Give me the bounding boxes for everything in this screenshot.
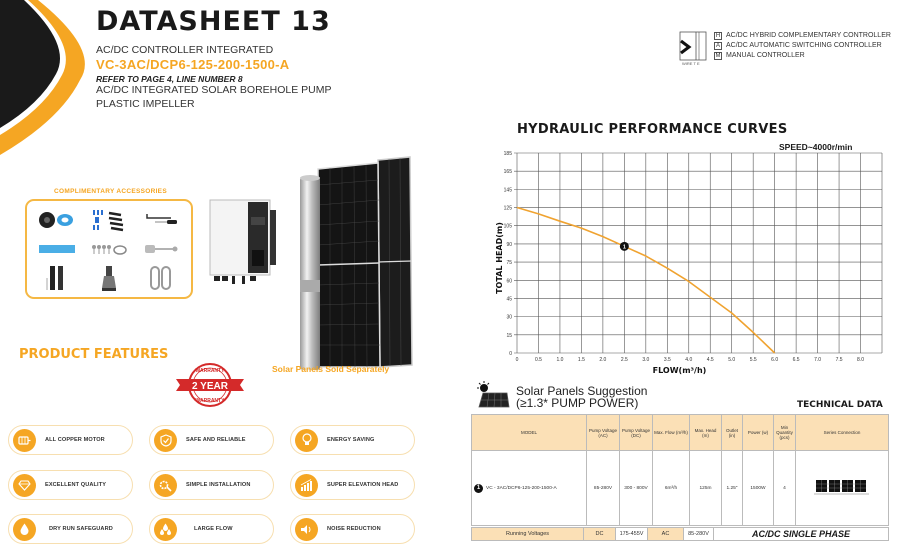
svg-text:4.5: 4.5: [706, 357, 714, 363]
svg-text:1.0: 1.0: [556, 357, 564, 363]
solar-array-icon: [814, 478, 870, 496]
legend-label: AC/DC AUTOMATIC SWITCHING CONTROLLER: [726, 42, 882, 49]
solar-panels-note: Solar Panels Sold Separately: [272, 364, 390, 374]
lightbulb-icon: [295, 429, 318, 452]
technical-data-table: [471, 414, 889, 526]
svg-text:0: 0: [509, 351, 512, 357]
warranty-main: 2 YEAR: [192, 381, 228, 392]
row-number-badge: 1: [474, 484, 483, 493]
cell-max-flow: 6m³/h: [653, 451, 690, 526]
legend-item-manual: [714, 51, 891, 61]
heat-shrink-tube-icon: [31, 234, 83, 263]
svg-text:45: 45: [506, 296, 512, 303]
svg-text:185: 185: [503, 151, 512, 157]
solar-panel-front: [318, 163, 380, 367]
svg-text:145: 145: [503, 187, 512, 194]
mc4-connectors-icon: [31, 264, 83, 293]
feature-label: SAFE AND RELIABLE: [186, 437, 246, 443]
cell-model: [472, 451, 587, 526]
hydraulic-performance-chart: [490, 145, 900, 375]
svg-text:105: 105: [503, 223, 512, 230]
svg-text:5.0: 5.0: [728, 357, 736, 363]
carabiner-clips-icon: [135, 264, 187, 293]
table-header-row: [472, 415, 889, 451]
solar-panel-back: [378, 157, 412, 367]
feature-label: EXCELLENT QUALITY: [45, 482, 107, 488]
table-row: [472, 451, 889, 526]
description-line-1: AC/DC INTEGRATED SOLAR BOREHOLE PUMP: [96, 84, 332, 96]
feature-noise-reduction: [290, 514, 415, 544]
svg-text:6.0: 6.0: [771, 357, 779, 363]
header-min-quantity: Min Quantity (pcs): [774, 415, 796, 451]
cable-connector-icon: [83, 264, 135, 293]
header-max-head: Max. Head (m): [690, 415, 722, 451]
svg-text:165: 165: [503, 169, 512, 176]
bar-chart-icon: [295, 474, 318, 497]
svg-text:15: 15: [506, 332, 512, 339]
header-series-connection: Series Connection: [796, 415, 889, 451]
water-drops-icon: [154, 518, 177, 541]
running-voltages-label: Running Voltages: [472, 528, 584, 540]
feature-dry-run-safeguard: [8, 514, 133, 544]
svg-text:125: 125: [503, 205, 512, 212]
legend-label: AC/DC HYBRID COMPLEMENTARY CONTROLLER: [726, 32, 891, 39]
header-max-flow: Max. Flow (m³/h): [653, 415, 690, 451]
legend-key: A: [715, 43, 720, 49]
cell-max-head: 125m: [690, 451, 722, 526]
running-dc-value: 175-455V: [616, 528, 648, 540]
feature-label: SUPER ELEVATION HEAD: [327, 482, 399, 488]
solar-panel-sun-icon: [475, 381, 510, 409]
gear-wrench-icon: [154, 474, 177, 497]
running-ac-value: 85-280V: [684, 528, 714, 540]
terminal-connectors-icon: [83, 205, 135, 234]
warranty-top: WARRANTY: [195, 368, 225, 374]
legend-key: H: [715, 33, 721, 39]
svg-text:2.0: 2.0: [599, 357, 607, 363]
cell-pump-voltage-dc: 300 - 800V: [620, 451, 653, 526]
feature-safe-and-reliable: [149, 425, 274, 455]
cable-gland-and-tape-icon: [31, 205, 83, 234]
legend-item-automatic: [714, 41, 891, 51]
speaker-icon: [295, 518, 318, 541]
feature-label: SIMPLE INSTALLATION: [186, 482, 251, 488]
motor-icon: [13, 429, 36, 452]
chart-title: HYDRAULIC PERFORMANCE CURVES: [517, 122, 788, 137]
feature-excellent-quality: [8, 470, 133, 500]
accessories-title: COMPLIMENTARY ACCESSORIES: [54, 188, 167, 195]
svg-text:3.5: 3.5: [663, 357, 671, 363]
svg-text:7.5: 7.5: [835, 357, 843, 363]
cell-outlet: 1.25": [722, 451, 743, 526]
header-pump-voltage-dc: Pump Voltage (DC): [620, 415, 653, 451]
svg-text:4.0: 4.0: [685, 357, 693, 363]
svg-text:2.5: 2.5: [620, 357, 628, 363]
features-title: PRODUCT FEATURES: [19, 347, 169, 362]
svg-text:3.0: 3.0: [642, 357, 650, 363]
warranty-bottom: WARRANTY: [195, 398, 225, 404]
svg-text:60: 60: [506, 278, 512, 285]
cell-pump-voltage-ac: 85-280V: [587, 451, 620, 526]
svg-text:1.5: 1.5: [577, 357, 585, 363]
feature-label: ENERGY SAVING: [327, 437, 375, 443]
controller-legend: [714, 31, 891, 61]
controller-diagram-icon: [676, 31, 710, 67]
svg-text:1: 1: [622, 244, 626, 251]
svg-text:TOTAL HEAD(m): TOTAL HEAD(m): [495, 222, 504, 294]
svg-text:WIRE T E: WIRE T E: [682, 61, 700, 66]
header-power: Power (w): [743, 415, 774, 451]
phase-label: AC/DC SINGLE PHASE: [751, 529, 850, 539]
model-name: VC - 3AC/DCP6-125-200-1500-A: [486, 485, 557, 491]
legend-key: M: [715, 53, 721, 59]
controller-unit: [210, 200, 276, 284]
subtitle: AC/DC CONTROLLER INTEGRATED: [96, 44, 274, 56]
solar-suggestion-title: Solar Panels Suggestion: [516, 384, 648, 398]
technical-data-title: TECHNICAL DATA: [797, 400, 883, 410]
feature-label: NOISE REDUCTION: [327, 526, 381, 532]
svg-text:0: 0: [515, 357, 519, 363]
shield-check-icon: [154, 429, 177, 452]
corner-decoration: [0, 0, 100, 160]
legend-item-hybrid: [714, 31, 891, 41]
product-image: [200, 155, 420, 370]
svg-text:6.5: 6.5: [792, 357, 800, 363]
svg-text:5.5: 5.5: [749, 357, 757, 363]
svg-text:FLOW(m³/h): FLOW(m³/h): [652, 366, 707, 375]
feature-energy-saving: [290, 425, 415, 455]
screws-and-hose-clamp-icon: [83, 234, 135, 263]
feature-label: DRY RUN SAFEGUARD: [49, 526, 113, 532]
page-title: DATASHEET 13: [96, 6, 331, 37]
legend-label: MANUAL CONTROLLER: [726, 52, 805, 59]
float-switch-icon: [135, 234, 187, 263]
header-model: MODEL: [472, 415, 587, 451]
cell-min-quantity: 4: [774, 451, 796, 526]
cell-power: 1500W: [743, 451, 774, 526]
accessories-box: [25, 199, 193, 299]
feature-super-elevation-head: [290, 470, 415, 500]
description-line-2: PLASTIC IMPELLER: [96, 98, 195, 110]
feature-large-flow: [149, 514, 274, 544]
svg-text:90: 90: [506, 241, 512, 248]
borehole-pump: [300, 175, 320, 370]
svg-text:75: 75: [506, 260, 512, 267]
chart-speed-label: SPEED~4000r/min: [779, 142, 853, 152]
warranty-badge: [174, 360, 246, 410]
svg-text:8.0: 8.0: [857, 357, 865, 363]
header-pump-voltage-ac: Pump Voltage (AC): [587, 415, 620, 451]
diamond-icon: [13, 474, 36, 497]
svg-text:0.5: 0.5: [534, 357, 542, 363]
feature-label: ALL COPPER MOTOR: [45, 437, 105, 443]
running-dc-label: DC: [584, 528, 616, 540]
cell-series-connection: [796, 451, 889, 526]
model-code: VC-3AC/DCP6-125-200-1500-A: [96, 57, 290, 72]
svg-text:30: 30: [506, 314, 512, 321]
feature-all-copper-motor: [8, 425, 133, 455]
svg-text:7.0: 7.0: [814, 357, 822, 363]
header-outlet: Outlet (in): [722, 415, 743, 451]
reference-note: REFER TO PAGE 4, LINE NUMBER 8: [96, 74, 243, 84]
feature-simple-installation: [149, 470, 274, 500]
feature-label: LARGE FLOW: [194, 526, 233, 532]
running-ac-label: AC: [648, 528, 684, 540]
running-voltages-row: [471, 527, 889, 541]
water-drop-icon: [13, 518, 36, 541]
solar-suggestion-ratio: (≥1.3* PUMP POWER): [516, 396, 639, 410]
hex-key-and-screwdriver-icon: [135, 205, 187, 234]
